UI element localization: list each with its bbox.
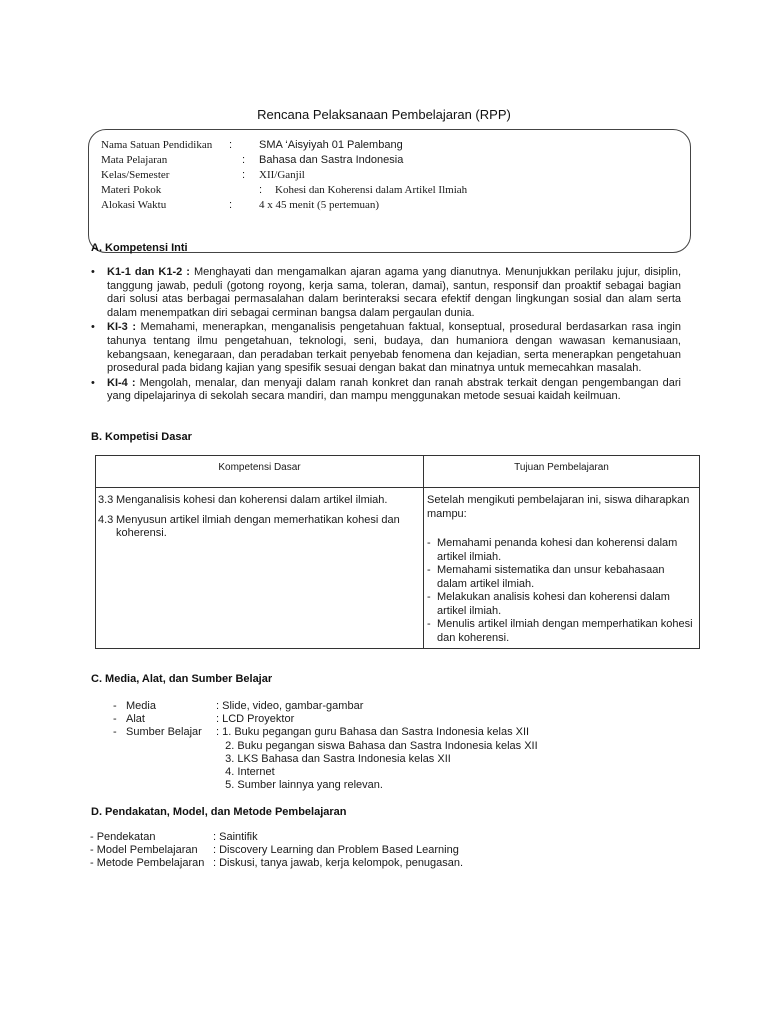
section-d-heading: D. Pendakatan, Model, dan Metode Pembelajaran <box>91 806 347 818</box>
dash-marker: - <box>427 591 431 603</box>
ki-text: Mengolah, menalar, dan menyaji dalam ranah konkret dan ranah abstrak terkait dengan pengembangan dari yang dipelajarinya di sekolah secara mandiri, dan mampu menggunakan metode sesuai kaidah keilmuan. <box>107 376 681 403</box>
ki-text: Memahami, menerapkan, menganalisis pengetahuan faktual, konseptual, prosedural berdasarkan rasa ingin tahunya tentang ilmu pengetahuan, teknologi, seni, budaya, dan humaniora dengan wawasan kemanusiaan, kebangsaan, kenegaraan, dan peradaban terkait penyebab fenomena dan kejadian, serta menerapkan pengetahuan prosedural pada bidang kajian yang spesifik sesuai dengan bakat dan minatnya untuk memecahkan masalah. <box>107 321 681 375</box>
item-label: - Pendekatan <box>90 831 156 843</box>
identity-value: Bahasa dan Sastra Indonesia <box>259 154 404 166</box>
identity-row <box>89 139 689 154</box>
kompetensi-dasar-table <box>95 455 700 649</box>
goal-text: Melakukan analisis kohesi dan koherensi dalam artikel ilmiah. <box>437 591 670 617</box>
ki-text: Menghayati dan mengamalkan ajaran agama yang dianutnya. Menunjukkan perilaku jujur, disiplin, tanggung jawab, peduli (gotong royong, kerja sama, toleran, damai), santun, responsif dan proaktif sebagai bagian dari solusi atas berbagai permasalahan dalam berinteraksi secara efektif dengan lingkungan sosial dan alam serta dalam menempatkan diri sebagai cerminan bangsa dalam pergaulan dunia. <box>107 266 682 319</box>
dash-marker: - <box>427 537 431 549</box>
list-item <box>427 618 697 645</box>
tujuan-intro: Setelah mengikuti pembelajaran ini, siswa diharapkan mampu: <box>427 494 690 520</box>
goal-text: Memahami sistematika dan unsur kebahasaan dalam artikel ilmiah. <box>437 564 665 590</box>
identity-label: Alokasi Waktu <box>101 199 167 211</box>
column-header-tujuan: Tujuan Pembelajaran <box>514 462 609 473</box>
item-value: 4. Internet <box>216 765 275 778</box>
item-value: : Slide, video, gambar-gambar <box>216 700 364 712</box>
goal-text: Menulis artikel ilmiah dengan memperhatikan kohesi dan koherensi. <box>437 618 693 644</box>
item-value: : 1. Buku pegangan guru Bahasa dan Sastra Indonesia kelas XII <box>216 726 530 739</box>
table-divider <box>96 487 699 488</box>
list-item <box>91 266 681 320</box>
identity-colon: : <box>259 184 263 196</box>
list-item <box>427 591 697 618</box>
section-c-heading: C. Media, Alat, dan Sumber Belajar <box>91 673 273 685</box>
identity-row <box>89 199 689 214</box>
list-item <box>91 377 681 404</box>
identity-label: Nama Satuan Pendidikan <box>101 139 213 151</box>
identity-value: Kohesi dan Koherensi dalam Artikel Ilmiah <box>275 184 468 196</box>
identity-label: Materi Pokok <box>101 184 162 196</box>
bullet-icon: • <box>91 376 95 389</box>
item-label: Alat <box>126 713 145 726</box>
kd-text: Menyusun artikel ilmiah dengan memerhatikan kohesi dan koherensi. <box>116 513 400 539</box>
identity-value: 4 x 45 menit (5 pertemuan) <box>259 199 380 211</box>
bullet-icon: • <box>91 321 95 334</box>
identity-label: Mata Pelajaran <box>101 154 168 166</box>
kd-entry <box>98 514 418 541</box>
identity-colon: : <box>229 199 233 211</box>
item-value: : LCD Proyektor <box>216 713 295 726</box>
item-value: : Diskusi, tanya jawab, kerja kelompok, penugasan. <box>213 857 464 870</box>
document-title: Rencana Pelaksanaan Pembelajaran (RPP) <box>257 107 511 122</box>
identity-box <box>88 129 691 253</box>
identity-row <box>89 154 689 169</box>
item-value: 5. Sumber lainnya yang relevan. <box>216 779 383 792</box>
item-label: - Metode Pembelajaran <box>90 857 205 870</box>
column-header-kompetensi: Kompetensi Dasar <box>218 462 301 473</box>
ki-label: KI-3 : <box>107 321 136 334</box>
identity-row <box>89 184 689 199</box>
identity-colon: : <box>242 169 246 181</box>
dash-marker: - <box>113 700 117 712</box>
item-label: Sumber Belajar <box>126 726 202 739</box>
dash-marker: - <box>427 564 431 576</box>
dash-marker: - <box>113 713 117 726</box>
identity-value: XII/Ganjil <box>259 169 305 181</box>
kompetensi-cell <box>98 494 418 547</box>
list-item <box>91 321 681 375</box>
goal-text: Memahami penanda kohesi dan koherensi dalam artikel ilmiah. <box>437 537 678 563</box>
identity-value: SMA ‘Aisyiyah 01 Palembang <box>259 139 403 151</box>
kd-text: Menganalisis kohesi dan koherensi dalam artikel ilmiah. <box>116 494 388 506</box>
item-label: - Model Pembelajaran <box>90 844 198 857</box>
kd-entry <box>98 494 418 508</box>
tujuan-cell <box>427 494 697 645</box>
item-value: 2. Buku pegangan siswa Bahasa dan Sastra Indonesia kelas XII <box>216 739 538 752</box>
item-value: : Discovery Learning dan Problem Based Learning <box>213 844 459 857</box>
dash-marker: - <box>427 618 431 630</box>
ki-label: KI-4 : <box>107 376 136 389</box>
identity-label: Kelas/Semester <box>101 169 170 181</box>
kd-number: 4.3 <box>98 513 114 526</box>
kd-number: 3.3 <box>98 494 114 506</box>
kompetensi-inti-list <box>91 266 681 405</box>
item-value: : Saintifik <box>213 831 258 843</box>
list-item <box>427 537 697 564</box>
section-b-heading: B. Kompetisi Dasar <box>91 431 192 443</box>
dash-marker: - <box>113 726 117 739</box>
identity-colon: : <box>242 154 246 166</box>
list-item <box>427 564 697 591</box>
item-label: Media <box>126 700 156 712</box>
identity-row <box>89 169 689 184</box>
item-value: 3. LKS Bahasa dan Sastra Indonesia kelas XII <box>216 752 451 765</box>
ki-label: K1-1 dan K1-2 : <box>107 266 190 278</box>
table-divider <box>423 456 424 648</box>
identity-colon: : <box>229 139 233 151</box>
bullet-icon: • <box>91 266 95 278</box>
section-a-heading: A. Kompetensi Inti <box>91 242 188 254</box>
